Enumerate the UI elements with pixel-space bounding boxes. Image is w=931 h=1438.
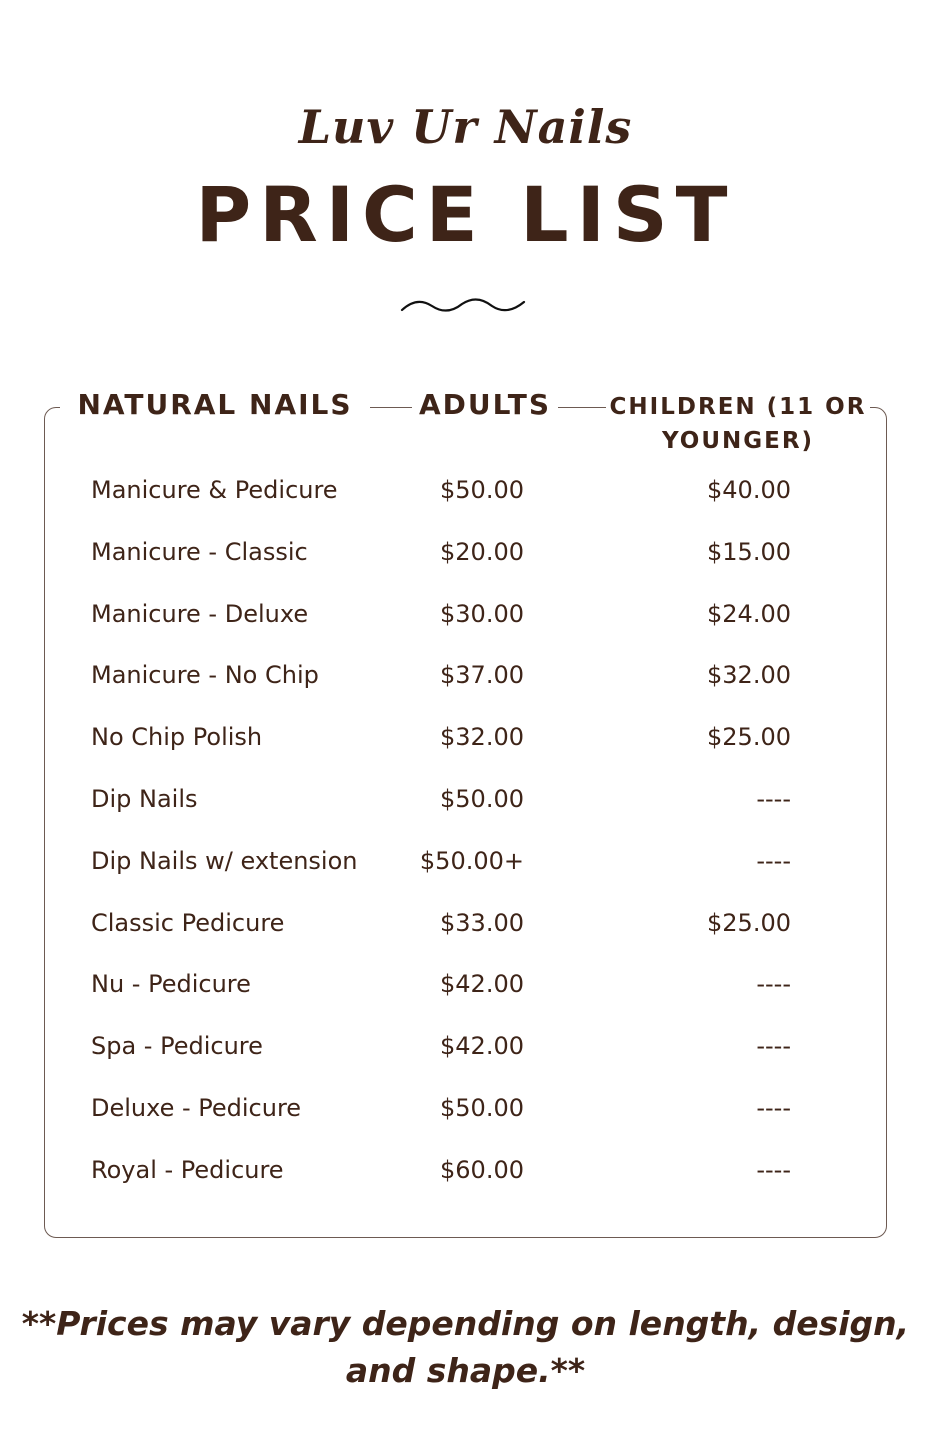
service-name: Manicure - Deluxe [91,599,309,628]
table-row [0,903,931,965]
page-title: PRICE LIST [195,170,736,259]
table-row [0,594,931,656]
pricing-disclaimer: **Prices may vary depending on length, design, and shape.** [21,1304,910,1390]
adult-price: $50.00 [440,784,524,813]
service-name: Dip Nails [91,784,198,813]
service-name: No Chip Polish [91,723,263,752]
child-price: $25.00 [707,723,791,752]
table-row [0,655,931,717]
service-name: Dip Nails w/ extension [91,846,358,875]
table-row [0,532,931,594]
child-price: $40.00 [707,476,791,504]
child-price: ---- [756,1093,791,1122]
adult-price: $42.00 [440,1032,524,1061]
adult-price: $42.00 [440,970,524,999]
child-price: ---- [756,784,791,813]
service-name: Manicure - Classic [91,537,308,566]
adult-price: $20.00 [440,537,524,566]
adult-price: $50.00+ [419,846,524,875]
table-row [0,964,931,1026]
child-price: ---- [756,1032,791,1061]
wave-divider-icon [400,294,526,318]
column-header-adults: ADULTS [412,388,558,421]
service-name: Classic Pedicure [91,908,285,937]
header-divider [370,407,412,408]
adult-price: $37.00 [440,661,524,690]
child-price: $15.00 [707,537,791,566]
brand-name: Luv Ur Nails [298,100,633,154]
adult-price: $30.00 [440,599,524,628]
table-row [0,1026,931,1088]
price-table-body [0,470,931,1212]
table-row [0,1150,931,1212]
table-row [0,1088,931,1150]
header-divider [554,407,606,408]
table-row [0,717,931,779]
table-row [0,779,931,841]
child-price: $32.00 [707,661,791,690]
column-header-children: CHILDREN (11 OR YOUNGER) [606,390,870,458]
child-price: $25.00 [707,908,791,937]
service-name: Manicure & Pedicure [91,476,338,504]
adult-price: $32.00 [440,723,524,752]
adult-price: $60.00 [440,1155,524,1184]
table-row [0,470,931,532]
adult-price: $33.00 [440,908,524,937]
child-price: ---- [756,1155,791,1184]
service-name: Manicure - No Chip [91,661,319,690]
service-name: Deluxe - Pedicure [91,1093,302,1122]
child-price: ---- [756,970,791,999]
adult-price: $50.00 [440,476,524,504]
adult-price: $50.00 [440,1093,524,1122]
child-price: ---- [756,846,791,875]
service-name: Spa - Pedicure [91,1032,263,1061]
table-row [0,841,931,903]
service-name: Nu - Pedicure [91,970,251,999]
column-header-service: NATURAL NAILS [70,388,360,421]
service-name: Royal - Pedicure [91,1155,284,1184]
child-price: $24.00 [707,599,791,628]
